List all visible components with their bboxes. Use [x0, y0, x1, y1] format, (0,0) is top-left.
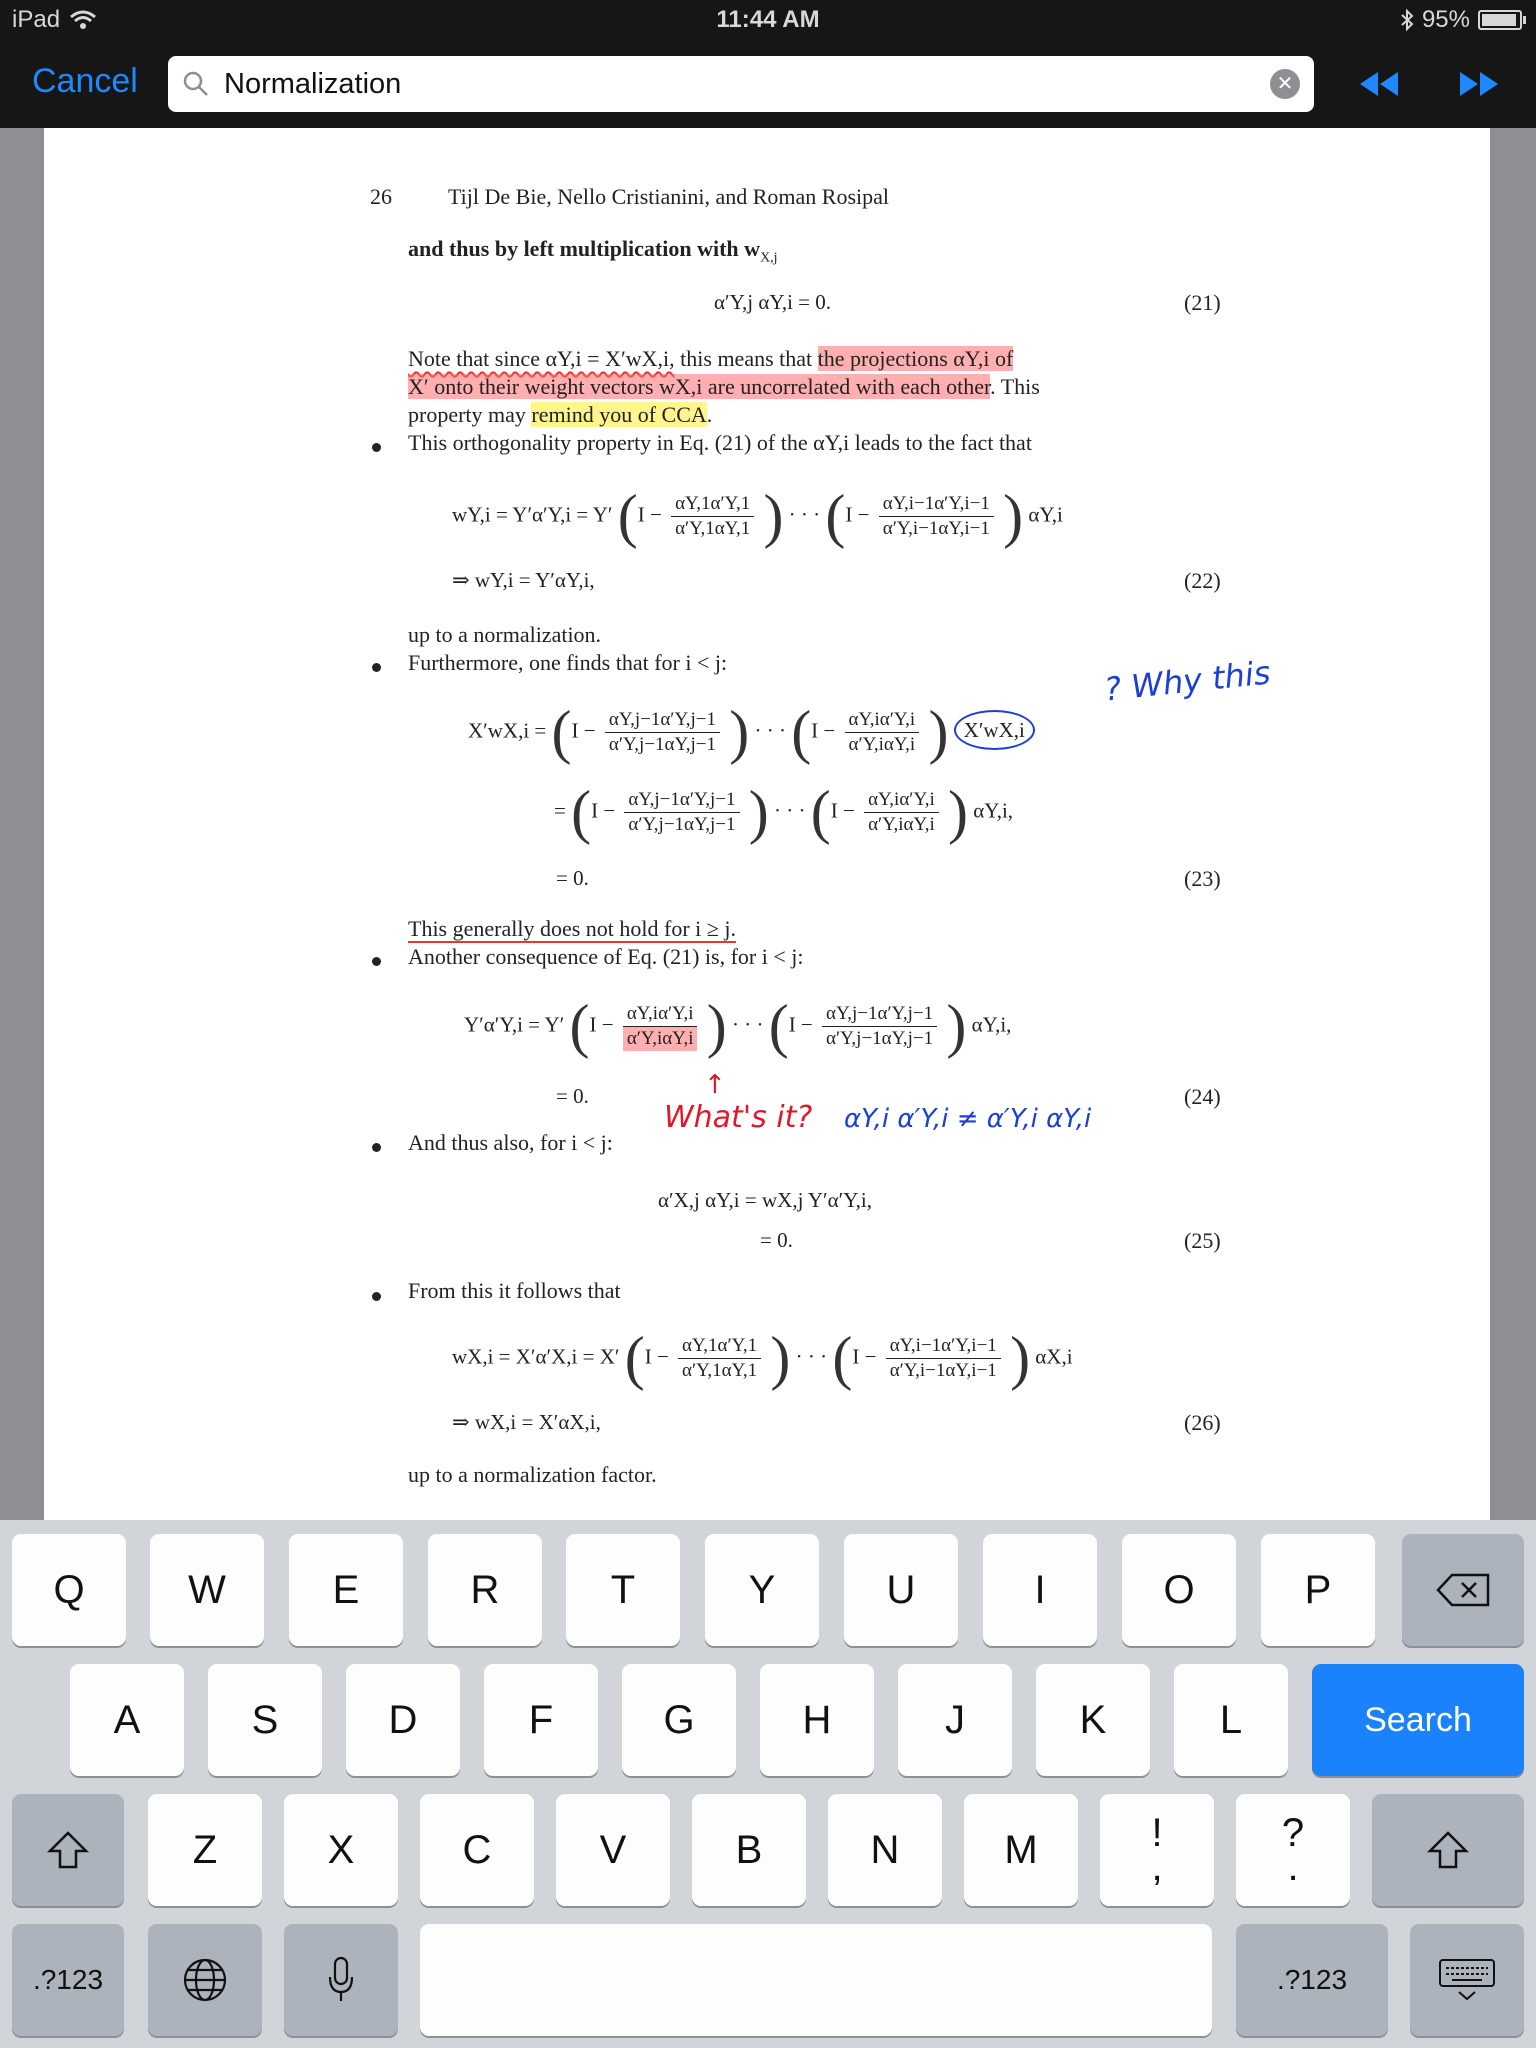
equation-line: = 0.: [760, 1228, 793, 1252]
equation-line: = (I − $\frac{\alpha Y,j-1\alpha'Y,j-1}{\alpha'Y,j-1\alpha Y,j-1}$ ) · · · (I − $\frac{\alpha Y,i\alpha'Y,i}{\text{α′Y,iαY,i}}$ ) αY,i,: [554, 779, 1014, 845]
globe-icon: [181, 1956, 229, 2004]
dictation-key[interactable]: [284, 1924, 398, 2036]
equation-23: X′wX,i = (I − $\frac{\alpha Y,j-1\alpha'Y,j-1}{\alpha'Y,j-1\alpha Y,j-1}$ ) · · · (I − $\frac{\alpha Y,i\alpha'Y,i}{\text{α′Y,iαY,i}}$ ) X′wX,i: [468, 698, 1035, 767]
key-t[interactable]: T: [566, 1534, 680, 1646]
bullet-icon: [372, 1143, 381, 1152]
bullet-text: And thus also, for i < j:: [408, 1130, 613, 1155]
status-bar: [0, 0, 1536, 40]
key-r[interactable]: R: [428, 1534, 542, 1646]
equation-line: ⇒ wY,i = Y′αY,i,: [452, 568, 595, 592]
key-j[interactable]: J: [898, 1664, 1012, 1776]
equation-number: (26): [1184, 1410, 1221, 1435]
numbers-key-left[interactable]: .?123: [12, 1924, 124, 2036]
equation-number: (25): [1184, 1228, 1221, 1253]
key-e[interactable]: E: [289, 1534, 403, 1646]
equation-25: α′X,j αY,i = wX,j Y′α′Y,i,: [658, 1188, 873, 1212]
cancel-button[interactable]: Cancel: [32, 62, 138, 100]
equation-number: (22): [1184, 568, 1221, 593]
search-input[interactable]: [224, 64, 1224, 104]
search-key[interactable]: Search: [1312, 1664, 1524, 1776]
clear-icon[interactable]: ✕: [1270, 69, 1300, 99]
highlight: the projections αY,i of: [817, 346, 1014, 371]
key-h[interactable]: H: [760, 1664, 874, 1776]
key-c[interactable]: C: [420, 1794, 534, 1906]
key-s[interactable]: S: [208, 1664, 322, 1776]
backspace-key[interactable]: [1402, 1534, 1524, 1646]
key-o[interactable]: O: [1122, 1534, 1236, 1646]
equation-22: wY,i = Y′α′Y,i = Y′ (I − $\frac{\alpha Y,1\alpha'Y,1}{\alpha'Y,1\alpha Y,1}$ ) · · · (I − $\frac{\alpha Y,i-1\alpha'Y,i-1}{\alpha'Y,i-1\alpha Y,i-1}$ ) αY,i: [452, 483, 1063, 549]
search-icon: [182, 70, 210, 98]
shift-icon: [46, 1830, 90, 1870]
backspace-icon: [1436, 1573, 1490, 1607]
circled-term: X′wX,i: [954, 710, 1035, 750]
shift-icon: [1426, 1830, 1470, 1870]
handwritten-note: What's it?: [664, 1100, 813, 1135]
shift-key-left[interactable]: [12, 1794, 124, 1906]
text-line: and thus by left multiplication with $w_{X,j}$: [408, 236, 778, 266]
highlight: remind you of CCA: [531, 402, 707, 427]
paragraph-line: X′ onto their weight vectors wX,i are uncorrelated with each other. This: [408, 374, 1040, 399]
bullet-text: Furthermore, one finds that for i < j:: [408, 650, 728, 675]
next-result-icon[interactable]: [1454, 66, 1502, 102]
bullet-icon: [372, 957, 381, 966]
key-n[interactable]: N: [828, 1794, 942, 1906]
key-question-period[interactable]: ? .: [1236, 1794, 1350, 1906]
handwritten-note: αY,i α′Y,i ≠ α′Y,i αY,i: [844, 1104, 1092, 1134]
globe-key[interactable]: [148, 1924, 262, 2036]
battery-percent: 95%: [1421, 6, 1470, 33]
key-d[interactable]: D: [346, 1664, 460, 1776]
key-w[interactable]: W: [150, 1534, 264, 1646]
equation-24: Y′α′Y,i = Y′ (I − $\frac{\alpha Y,i\alpha'Y,i}{\text{α′Y,iαY,i}}$ ) · · · (I − $\frac{\alpha Y,j-1\alpha'Y,j-1}{\alpha'Y,j-1\alpha Y,j-1}$ ) αY,i,: [464, 993, 1012, 1059]
key-y[interactable]: Y: [705, 1534, 819, 1646]
key-b[interactable]: B: [692, 1794, 806, 1906]
bullet-text: Another consequence of Eq. (21) is, for i < j:: [408, 944, 804, 969]
space-bar[interactable]: [420, 1924, 1212, 2036]
handwritten-arrow: ↑: [704, 1070, 726, 1100]
bullet-icon: [372, 1292, 381, 1301]
key-q[interactable]: Q: [12, 1534, 126, 1646]
highlight: X′ onto their weight vectors wX,i are uncorrelated with each other: [408, 374, 991, 399]
search-toolbar: [0, 40, 1536, 128]
text-line: This generally does not hold for i ≥ j.: [408, 916, 736, 941]
key-x[interactable]: X: [284, 1794, 398, 1906]
shift-key-right[interactable]: [1372, 1794, 1524, 1906]
handwritten-note: ? Why this: [1102, 653, 1273, 709]
document-page[interactable]: [44, 128, 1490, 1520]
hide-keyboard-key[interactable]: [1410, 1924, 1524, 2036]
page-number: 26: [370, 184, 392, 209]
key-i[interactable]: I: [983, 1534, 1097, 1646]
hide-keyboard-icon: [1438, 1958, 1496, 2002]
bullet-text: From this it follows that: [408, 1278, 621, 1303]
equation-line: = 0.: [556, 1084, 589, 1108]
bullet-icon: [372, 443, 381, 452]
equation-26: wX,i = X′α′X,i = X′ (I − $\frac{\alpha Y,1\alpha'Y,1}{\alpha'Y,1\alpha Y,1}$ ) · · · (I − $\frac{\alpha Y,i-1\alpha'Y,i-1}{\alpha'Y,i-1\alpha Y,i-1}$ ) αX,i: [452, 1325, 1073, 1391]
bullet-text: This orthogonality property in Eq. (21) of the αY,i leads to the fact that: [408, 430, 1032, 455]
text-line: up to a normalization factor.: [408, 1462, 657, 1487]
bullet-icon: [372, 663, 381, 672]
paragraph-line: property may remind you of CCA.: [408, 402, 713, 427]
running-head: Tijl De Bie, Nello Cristianini, and Roman Rosipal: [448, 184, 890, 209]
equation-number: (23): [1184, 866, 1221, 891]
previous-result-icon[interactable]: [1356, 66, 1404, 102]
text-line: up to a normalization.: [408, 622, 602, 647]
key-f[interactable]: F: [484, 1664, 598, 1776]
numbers-key-right[interactable]: .?123: [1236, 1924, 1388, 2036]
equation-number: (24): [1184, 1084, 1221, 1109]
paragraph-line: Note that since αY,i = X′wX,i, this means that the projections αY,i of: [408, 346, 1014, 371]
key-p[interactable]: P: [1261, 1534, 1375, 1646]
key-z[interactable]: Z: [148, 1794, 262, 1906]
equation-number: (21): [1184, 290, 1221, 315]
highlight: α′Y,iαY,i: [623, 1027, 698, 1051]
key-v[interactable]: V: [556, 1794, 670, 1906]
key-l[interactable]: L: [1174, 1664, 1288, 1776]
microphone-icon: [326, 1955, 356, 2005]
equation-line: ⇒ wX,i = X′αX,i,: [452, 1410, 601, 1434]
keyboard: [0, 1520, 1536, 2048]
battery-icon: [1478, 10, 1522, 30]
bluetooth-icon: [1400, 9, 1414, 31]
device-name: iPad: [12, 6, 61, 33]
key-k[interactable]: K: [1036, 1664, 1150, 1776]
key-m[interactable]: M: [964, 1794, 1078, 1906]
clock: 11:44 AM: [716, 6, 820, 33]
equation-line: = 0.: [556, 866, 589, 890]
search-field[interactable]: [168, 56, 1314, 112]
key-exclamation-comma[interactable]: ! ,: [1100, 1794, 1214, 1906]
equation-21: α′Y,j αY,i = 0.: [714, 290, 832, 314]
key-a[interactable]: A: [70, 1664, 184, 1776]
key-u[interactable]: U: [844, 1534, 958, 1646]
key-g[interactable]: G: [622, 1664, 736, 1776]
